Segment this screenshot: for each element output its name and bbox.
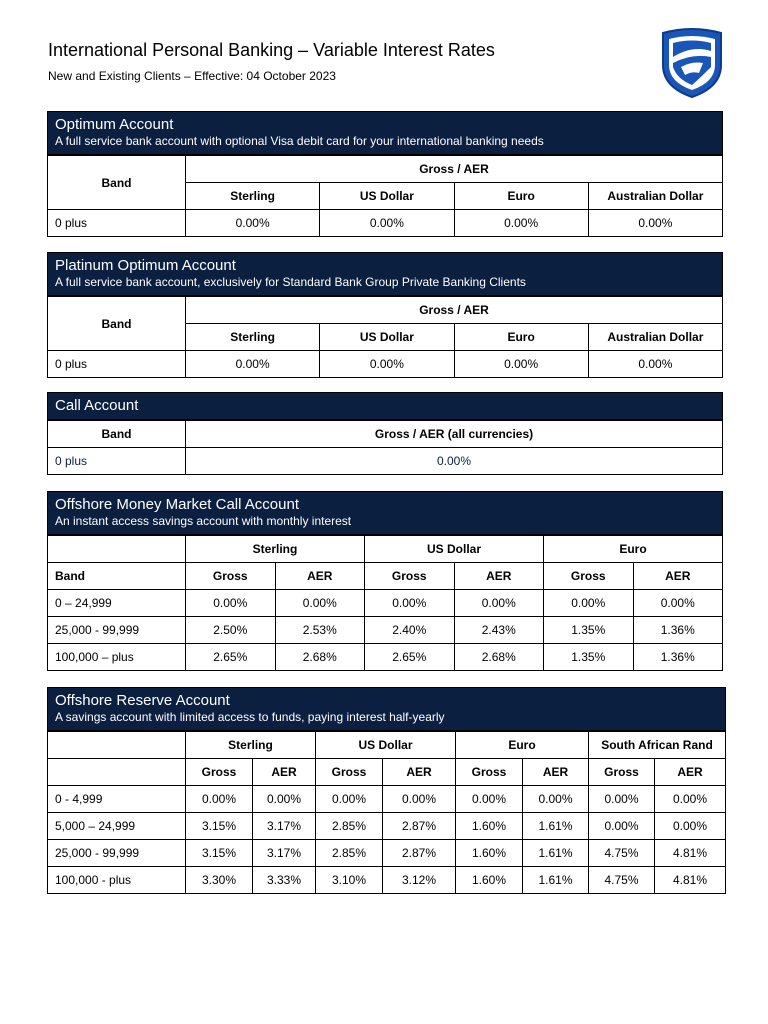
- rate-cell: 0.00%: [589, 813, 655, 840]
- rate-cell: 1.60%: [456, 813, 523, 840]
- reserve-rates-table: [47, 731, 726, 894]
- call-account-section: [47, 392, 723, 475]
- page-subtitle: New and Existing Clients – Effective: 04 October 2023: [48, 69, 336, 83]
- section-description: A full service bank account, exclusively for Standard Bank Group Private Banking Clients: [55, 275, 526, 289]
- rate-cell: 1.61%: [523, 813, 589, 840]
- currency-header: Euro: [454, 324, 588, 351]
- reserve-account-header: [47, 687, 726, 731]
- currency-header: US Dollar: [320, 183, 454, 210]
- rate-cell: 0.00%: [186, 786, 253, 813]
- rate-cell: 0.00%: [320, 210, 454, 237]
- empty-header: [48, 732, 186, 759]
- section-description: A savings account with limited access to funds, paying interest half-yearly: [55, 710, 445, 724]
- platinum-optimum-header: [47, 252, 723, 296]
- section-title: Call Account: [55, 397, 139, 414]
- gross-header: Gross: [544, 563, 634, 590]
- rate-cell: 0.00%: [320, 351, 454, 378]
- gross-header: Gross: [365, 563, 455, 590]
- rate-cell: 0.00%: [456, 786, 523, 813]
- currency-header: Australian Dollar: [588, 324, 722, 351]
- table-row: [48, 644, 723, 671]
- rate-cell: 0.00%: [186, 590, 276, 617]
- rate-cell: 3.17%: [252, 840, 315, 867]
- gross-header: Gross: [456, 759, 523, 786]
- band-cell: 0 plus: [48, 351, 186, 378]
- aer-header: AER: [633, 563, 723, 590]
- rate-cell: 2.87%: [382, 840, 455, 867]
- currency-header: Euro: [544, 536, 723, 563]
- rate-cell: 0.00%: [454, 210, 588, 237]
- rate-cell: 2.65%: [365, 644, 455, 671]
- rate-cell: 3.30%: [186, 867, 253, 894]
- rate-cell: 0.00%: [186, 351, 320, 378]
- aer-header: AER: [382, 759, 455, 786]
- rate-cell: 2.68%: [275, 644, 365, 671]
- rate-cell: 2.50%: [186, 617, 276, 644]
- band-cell: 100,000 – plus: [48, 644, 186, 671]
- gross-header: Gross: [186, 759, 253, 786]
- rate-cell: 0.00%: [382, 786, 455, 813]
- rate-cell: 1.60%: [456, 867, 523, 894]
- gross-aer-header: Gross / AER: [186, 156, 723, 183]
- empty-header: [48, 536, 186, 563]
- band-cell: 0 plus: [48, 448, 186, 475]
- rate-cell: 1.35%: [544, 644, 634, 671]
- rate-cell: 2.85%: [316, 840, 383, 867]
- band-cell: 0 - 4,999: [48, 786, 186, 813]
- rate-cell: 0.00%: [186, 210, 320, 237]
- currency-header: South African Rand: [589, 732, 726, 759]
- rate-cell: 0.00%: [633, 590, 723, 617]
- currency-header: Sterling: [186, 732, 316, 759]
- section-description: A full service bank account with optional Visa debit card for your international banking needs: [55, 134, 544, 148]
- band-cell: 25,000 - 99,999: [48, 840, 186, 867]
- section-title: Platinum Optimum Account: [55, 257, 236, 274]
- rate-cell: 4.81%: [655, 840, 726, 867]
- rate-cell: 0.00%: [655, 786, 726, 813]
- rate-cell: 0.00%: [655, 813, 726, 840]
- rate-cell: 1.60%: [456, 840, 523, 867]
- currency-header: Euro: [456, 732, 589, 759]
- gross-header: Gross: [316, 759, 383, 786]
- optimum-account-section: [47, 111, 723, 237]
- aer-header: AER: [454, 563, 544, 590]
- aer-header: AER: [252, 759, 315, 786]
- gross-aer-header: Gross / AER: [186, 297, 723, 324]
- rate-cell: 0.00%: [454, 590, 544, 617]
- table-row: [48, 786, 726, 813]
- call-account-header: [47, 392, 723, 420]
- rate-cell: 3.12%: [382, 867, 455, 894]
- currency-header: Euro: [454, 183, 588, 210]
- rate-cell: 1.36%: [633, 617, 723, 644]
- table-row: [48, 867, 726, 894]
- rate-cell: 0.00%: [544, 590, 634, 617]
- currency-header: US Dollar: [320, 324, 454, 351]
- empty-header: [48, 759, 186, 786]
- platinum-rates-table: [47, 296, 723, 378]
- rate-cell: 0.00%: [523, 786, 589, 813]
- table-row: [48, 448, 723, 475]
- money-market-section: [47, 491, 723, 671]
- section-description: An instant access savings account with monthly interest: [55, 514, 352, 528]
- table-row: [48, 617, 723, 644]
- currency-header: Australian Dollar: [588, 183, 722, 210]
- rate-cell: 1.61%: [523, 840, 589, 867]
- rate-cell: 1.35%: [544, 617, 634, 644]
- rate-cell: 4.75%: [589, 840, 655, 867]
- gross-header: Gross: [186, 563, 276, 590]
- rate-cell: 4.75%: [589, 867, 655, 894]
- rate-cell: 0.00%: [588, 210, 722, 237]
- rate-cell: 2.53%: [275, 617, 365, 644]
- gross-header: Gross: [589, 759, 655, 786]
- aer-header: AER: [655, 759, 726, 786]
- rate-cell: 1.61%: [523, 867, 589, 894]
- call-rates-table: [47, 420, 723, 475]
- rate-cell: 0.00%: [365, 590, 455, 617]
- rate-cell: 4.81%: [655, 867, 726, 894]
- table-row: [48, 210, 723, 237]
- section-title: Optimum Account: [55, 116, 174, 133]
- aer-header: AER: [275, 563, 365, 590]
- page-title: International Personal Banking – Variable Interest Rates: [48, 40, 495, 60]
- rate-cell: 0.00%: [252, 786, 315, 813]
- currency-header: Sterling: [186, 183, 320, 210]
- band-cell: 0 plus: [48, 210, 186, 237]
- rate-cell: 2.43%: [454, 617, 544, 644]
- rate-cell: 2.87%: [382, 813, 455, 840]
- rate-cell: 3.10%: [316, 867, 383, 894]
- currency-header: US Dollar: [365, 536, 544, 563]
- optimum-account-header: [47, 111, 723, 155]
- rate-cell: 0.00%: [589, 786, 655, 813]
- rate-cell: 0.00%: [275, 590, 365, 617]
- band-cell: 0 – 24,999: [48, 590, 186, 617]
- gross-aer-header: Gross / AER (all currencies): [186, 421, 723, 448]
- table-row: [48, 813, 726, 840]
- rate-cell: 0.00%: [316, 786, 383, 813]
- band-header: Band: [48, 297, 186, 351]
- rate-cell: 3.17%: [252, 813, 315, 840]
- rate-cell: 2.68%: [454, 644, 544, 671]
- table-row: [48, 351, 723, 378]
- rate-cell: 1.36%: [633, 644, 723, 671]
- section-title: Offshore Money Market Call Account: [55, 496, 299, 513]
- rate-cell: 0.00%: [186, 448, 723, 475]
- money-market-header: [47, 491, 723, 535]
- band-header: Band: [48, 421, 186, 448]
- currency-header: US Dollar: [316, 732, 456, 759]
- band-header: Band: [48, 156, 186, 210]
- rate-cell: 3.15%: [186, 840, 253, 867]
- currency-header: Sterling: [186, 536, 365, 563]
- currency-header: Sterling: [186, 324, 320, 351]
- aer-header: AER: [523, 759, 589, 786]
- rate-cell: 3.15%: [186, 813, 253, 840]
- rate-cell: 2.40%: [365, 617, 455, 644]
- band-cell: 5,000 – 24,999: [48, 813, 186, 840]
- band-header: Band: [48, 563, 186, 590]
- platinum-optimum-section: [47, 252, 723, 378]
- band-cell: 100,000 - plus: [48, 867, 186, 894]
- section-title: Offshore Reserve Account: [55, 692, 230, 709]
- optimum-rates-table: [47, 155, 723, 237]
- rate-cell: 0.00%: [454, 351, 588, 378]
- money-market-rates-table: [47, 535, 723, 671]
- bank-shield-logo-icon: [659, 27, 725, 99]
- rate-cell: 2.65%: [186, 644, 276, 671]
- reserve-account-section: [47, 687, 726, 894]
- band-cell: 25,000 - 99,999: [48, 617, 186, 644]
- table-row: [48, 840, 726, 867]
- rate-cell: 3.33%: [252, 867, 315, 894]
- table-row: [48, 590, 723, 617]
- rate-cell: 0.00%: [588, 351, 722, 378]
- rate-cell: 2.85%: [316, 813, 383, 840]
